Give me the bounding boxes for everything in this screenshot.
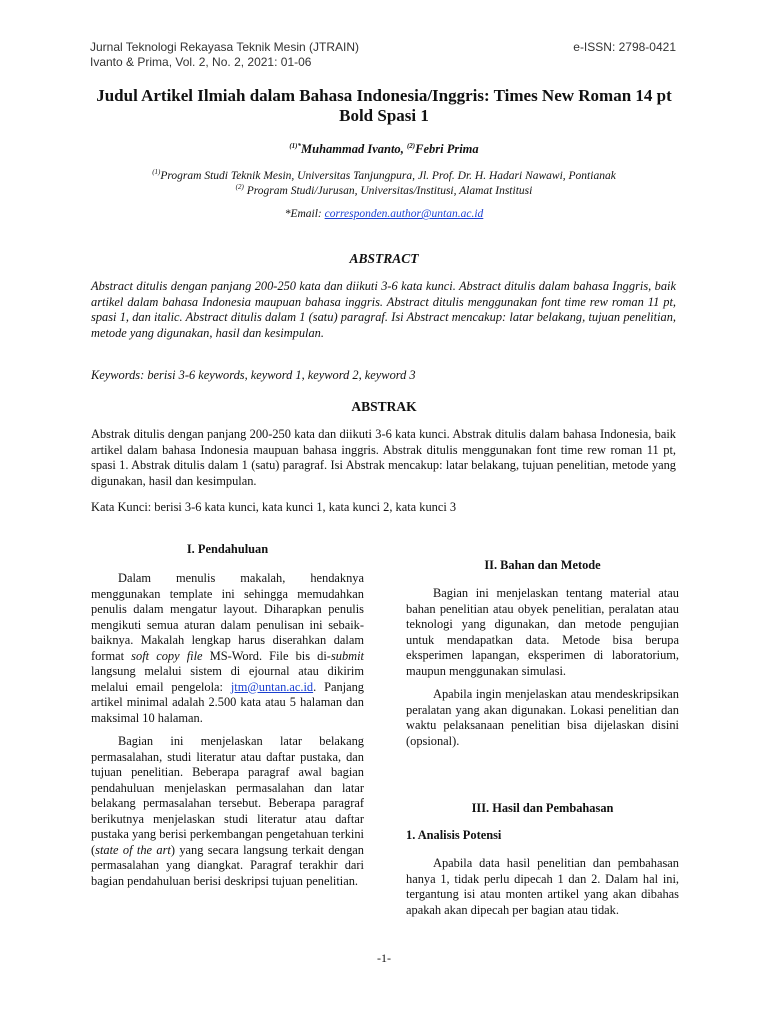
email-line <box>80 208 688 220</box>
kata-kunci: Kata Kunci: berisi 3-6 kata kunci, kata kunci 1, kata kunci 2, kata kunci 3 <box>91 500 457 514</box>
abstract-text: Abstract ditulis dengan panjang 200-250 kata dan diikuti 3-6 kata kunci. Abstract ditulis dalam bahasa Inggris, baik artikel dalam bahasa Indonesia maupuan bahasa inggris. Abstract ditulis menggunakan font time rew roman 11 pt, spasi 1, dan italic. Abstract ditulis dalam 1 (satu) paragraf. Isi Abstract mencakup: latar belakang, tujuan penelitian, metode yang digunakan, hasil dan kesimpulan. <box>91 279 676 340</box>
journal-name: Jurnal Teknologi Rekayasa Teknik Mesin (JTRAIN) <box>90 40 359 54</box>
author-sep: , <box>400 142 407 156</box>
section-3-paragraph-1: Apabila data hasil penelitian dan pembahasan hanya 1, tidak perlu dipecah 1 dan 2. Dalam hal ini, tergantung isi atau monten artikel yang akan dibahas apakah akan dipecah per bagian atau tidak. <box>406 856 679 917</box>
keywords: Keywords: berisi 3-6 keywords, keyword 1, keyword 2, keyword 3 <box>91 368 416 382</box>
email-link[interactable]: corresponden.author@untan.ac.id <box>324 208 484 220</box>
text-run: Bagian ini menjelaskan latar belakang permasalahan, studi literatur atau daftar pustaka, dan tujuan penelitian. Beberapa paragraf awal bagian pendahuluan menjelaskan permasalahan dan latar belakang permasalahan tersebut. Beberapa paragraf berikutnya menjelaskan studi literatur atau daftar pustaka yang berisi perkembangan pengetahuan terkini ( <box>91 734 364 857</box>
issn: e-ISSN: 2798-0421 <box>573 40 676 54</box>
author-1-sup: (1)* <box>289 141 301 150</box>
author-2: Febri Prima <box>415 142 479 156</box>
section-2-paragraph-2: Apabila ingin menjelaskan atau mendeskripsikan peralatan yang akan digunakan. Lokasi penelitian dan waktu pelaksanaan penelitian bisa dijelaskan disini (opsional). <box>406 687 679 748</box>
abstrak-text: Abstrak ditulis dengan panjang 200-250 kata dan diikuti 3-6 kata kunci. Abstrak ditulis dalam bahasa Indonesia, baik artikel dalam bahasa Indonesia maupuan bahasa inggris. Abstrak ditulis menggunakan font time rew roman 11 pt, spasi 1. Abstrak ditulis dalam 1 (satu) paragraf. Isi Abstrak mencakup: latar belakang, tujuan penelitian, metode yang digunakan, hasil dan kesimpulan. <box>91 427 676 488</box>
section-3-body <box>406 856 679 918</box>
text-run: langsung melalui sistem di ejournal atau dikirim melalui email pengelola: <box>91 664 364 694</box>
text-run-italic: soft copy file <box>131 648 203 663</box>
section-1-body <box>91 571 364 889</box>
affiliation-2-text: Program Studi/Jurusan, Universitas/Institusi, Alamat Institusi <box>243 185 533 197</box>
subsection-1-heading: 1. Analisis Potensi <box>406 828 502 842</box>
citation: Ivanto & Prima, Vol. 2, No. 2, 2021: 01-06 <box>90 54 312 69</box>
text-run: Dalam menulis makalah, hendaknya menggunakan template ini sehingga memudahkan penulis dalam mengatur layout. Diharapkan penulis mengikuti semua aturan dalam penulisan ini sebaik-baiknya. Makalah lengkap harus diserahkan dalam format <box>91 571 364 663</box>
author-2-sup: (2) <box>406 141 416 150</box>
section-2-paragraph-1: Bagian ini menjelaskan tentang material atau bahan penelitian atau obyek penelitian, peralatan atau teknologi yang digunakan, dan metode pengujian untuk mendapatkan data. Metode bisa berupa eksperimen lapangan, eksperimen di laboratorium, maupun menggunakan simulasi. <box>406 586 679 678</box>
paper-title: Judul Artikel Ilmiah dalam Bahasa Indonesia/Inggris: Times New Roman 14 pt Bold Spasi 1 <box>96 86 672 125</box>
authors <box>80 142 688 157</box>
page-number: -1- <box>377 951 391 965</box>
section-3-heading: III. Hasil dan Pembahasan <box>471 801 614 815</box>
author-1: Muhammad Ivanto <box>301 142 401 156</box>
journal-header <box>90 40 676 69</box>
text-run: . Panjang artikel minimal adalah 2.500 kata atau 5 halaman dan maksimal 10 halaman. <box>91 679 364 725</box>
abstrak-heading: ABSTRAK <box>351 399 417 414</box>
section-1-paragraph-1 <box>91 571 364 726</box>
affiliation-1-text: Program Studi Teknik Mesin, Universitas Tanjungpura, Jl. Prof. Dr. H. Hadari Nawawi, Pontianak <box>160 170 616 182</box>
text-run-italic: state of the art <box>95 842 171 857</box>
affiliation-2-sup: (2) <box>235 183 244 192</box>
text-run: ) yang secara langsung terkait dengan permasalahan yang diangkat. Paragraf terakhir dari bagian pendahuluan berisi deskripsi tujuan penelitian. <box>91 842 364 888</box>
affiliation-2 <box>80 184 688 199</box>
affiliation-1-sup: (1) <box>152 168 161 177</box>
section-1-paragraph-2 <box>91 734 364 889</box>
section-1-heading: I. Pendahuluan <box>186 542 269 556</box>
affiliation-1 <box>80 169 688 184</box>
abstract-heading: ABSTRACT <box>349 251 419 266</box>
section-2-heading: II. Bahan dan Metode <box>484 558 601 572</box>
text-run: MS-Word. File bis di- <box>202 648 331 663</box>
text-run-italic: submit <box>330 648 364 663</box>
email-label: *Email: <box>284 208 325 220</box>
section-2-body <box>406 586 679 749</box>
journal-email-link[interactable]: jtm@untan.ac.id <box>230 679 314 694</box>
